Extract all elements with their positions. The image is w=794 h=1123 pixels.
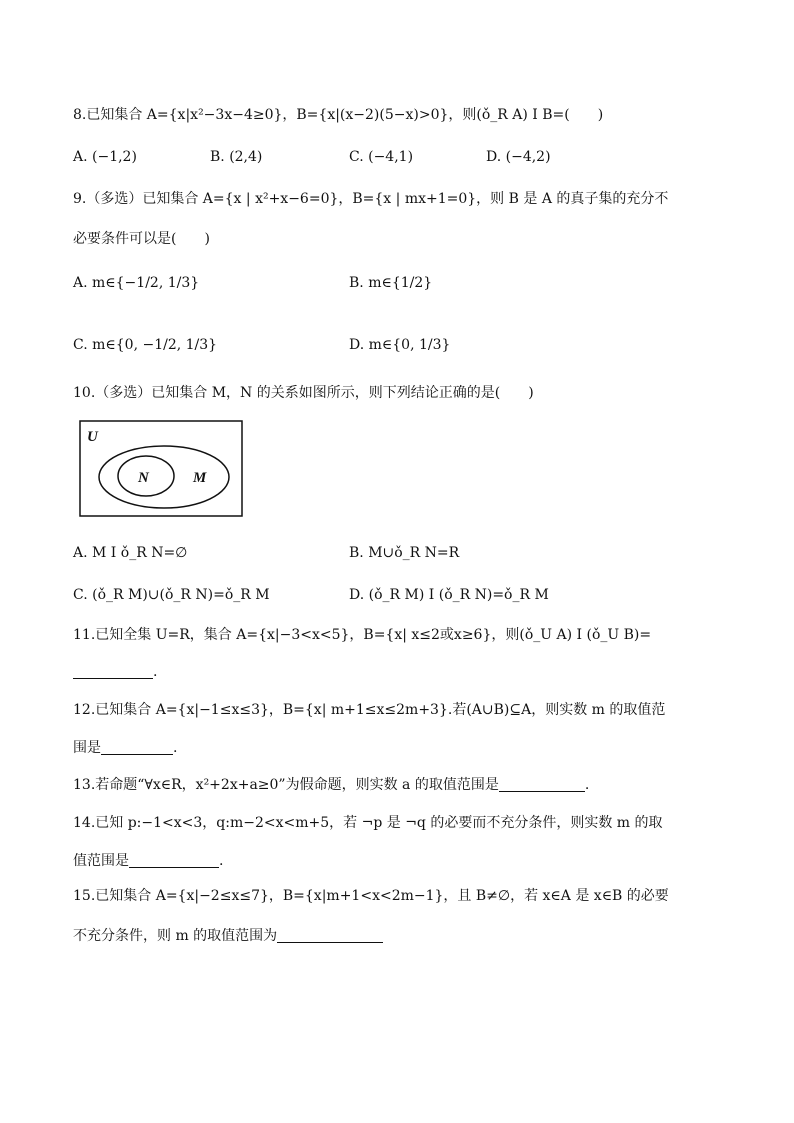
venn-diagram: [79, 420, 244, 518]
q11-period: .: [153, 664, 158, 680]
q15-stem-line1: 15.已知集合 A={x|−2≤x≤7}，B={x|m+1<x<2m−1}，且 B≠∅，若 x∈A 是 x∈B 的必要: [73, 888, 669, 904]
q14-stem-line2: 值范围是: [73, 853, 129, 869]
q9-option-d: D. m∈{0, 1/3}: [349, 337, 451, 353]
q13-stem: 13.若命题“∀x∈R，x²+2x+a≥0”为假命题，则实数 a 的取值范围是: [73, 777, 499, 793]
q12-stem-line2-wrap: [73, 740, 177, 755]
q9-stem-line1: 9.（多选）已知集合 A={x | x²+x−6=0}，B={x | mx+1=0}，则 B 是 A 的真子集的充分不: [73, 191, 669, 207]
q9-option-a: A. m∈{−1/2, 1/3}: [73, 275, 200, 291]
q10-option-d: D. (ǒ_R M) I (ǒ_R N)=ǒ_R M: [349, 587, 549, 603]
set-n-label: N: [138, 470, 149, 486]
q11-answer-blank[interactable]: [73, 664, 157, 679]
q10-option-a: A. M I ǒ_R N=∅: [73, 545, 188, 561]
q13-end: .: [584, 777, 590, 793]
universe-label: U: [87, 429, 98, 445]
q11-stem: 11.已知全集 U=R，集合 A={x|−3<x<5}，B={x| x≤2或x≥6}，则(ǒ_U A) I (ǒ_U B)=: [73, 627, 652, 643]
q15-answer-blank[interactable]: [277, 928, 383, 943]
q9-option-b: B. m∈{1/2}: [349, 275, 433, 291]
q12-end: .: [173, 740, 178, 756]
q10-option-c: C. (ǒ_R M)∪(ǒ_R N)=ǒ_R M: [73, 587, 270, 603]
q12-stem-line2: 围是: [73, 740, 101, 756]
q8-option-d: D. (−4,2): [486, 149, 551, 165]
q8-option-b: B. (2,4): [210, 149, 263, 165]
q10-stem: 10.（多选）已知集合 M，N 的关系如图所示，则下列结论正确的是( ): [73, 385, 534, 401]
q14-stem-line1: 14.已知 p:−1<x<3，q:m−2<x<m+5，若 ¬p 是 ¬q 的必要而不充分条件，则实数 m 的取: [73, 815, 663, 831]
q15-stem-line2-wrap: [73, 928, 383, 943]
q12-answer-blank[interactable]: [101, 740, 173, 755]
q14-end: .: [219, 853, 224, 869]
q9-stem-line2: 必要条件可以是( ): [73, 231, 210, 247]
q14-stem-line2-wrap: [73, 853, 223, 868]
set-m-label: M: [193, 470, 207, 486]
answer-blank[interactable]: [73, 664, 153, 679]
universe-rect: [80, 421, 242, 516]
q9-option-c: C. m∈{0, −1/2, 1/3}: [73, 337, 218, 353]
q15-stem-line2: 不充分条件，则 m 的取值范围为: [73, 928, 278, 944]
q8-option-a: A. (−1,2): [73, 149, 137, 165]
q10-option-b: B. M∪ǒ_R N=R: [349, 545, 460, 561]
q8-option-c: C. (−4,1): [349, 149, 414, 165]
q14-answer-blank[interactable]: [129, 853, 219, 868]
q13-answer-blank[interactable]: [499, 777, 585, 792]
q8-stem: 8.已知集合 A={x|x²−3x−4≥0}，B={x|(x−2)(5−x)>0}，则(ǒ_R A) I B=( ): [73, 107, 604, 123]
q13-wrap: [73, 777, 589, 792]
q12-stem-line1: 12.已知集合 A={x|−1≤x≤3}，B={x| m+1≤x≤2m+3}.若(A∪B)⊆A，则实数 m 的取值范: [73, 702, 666, 718]
